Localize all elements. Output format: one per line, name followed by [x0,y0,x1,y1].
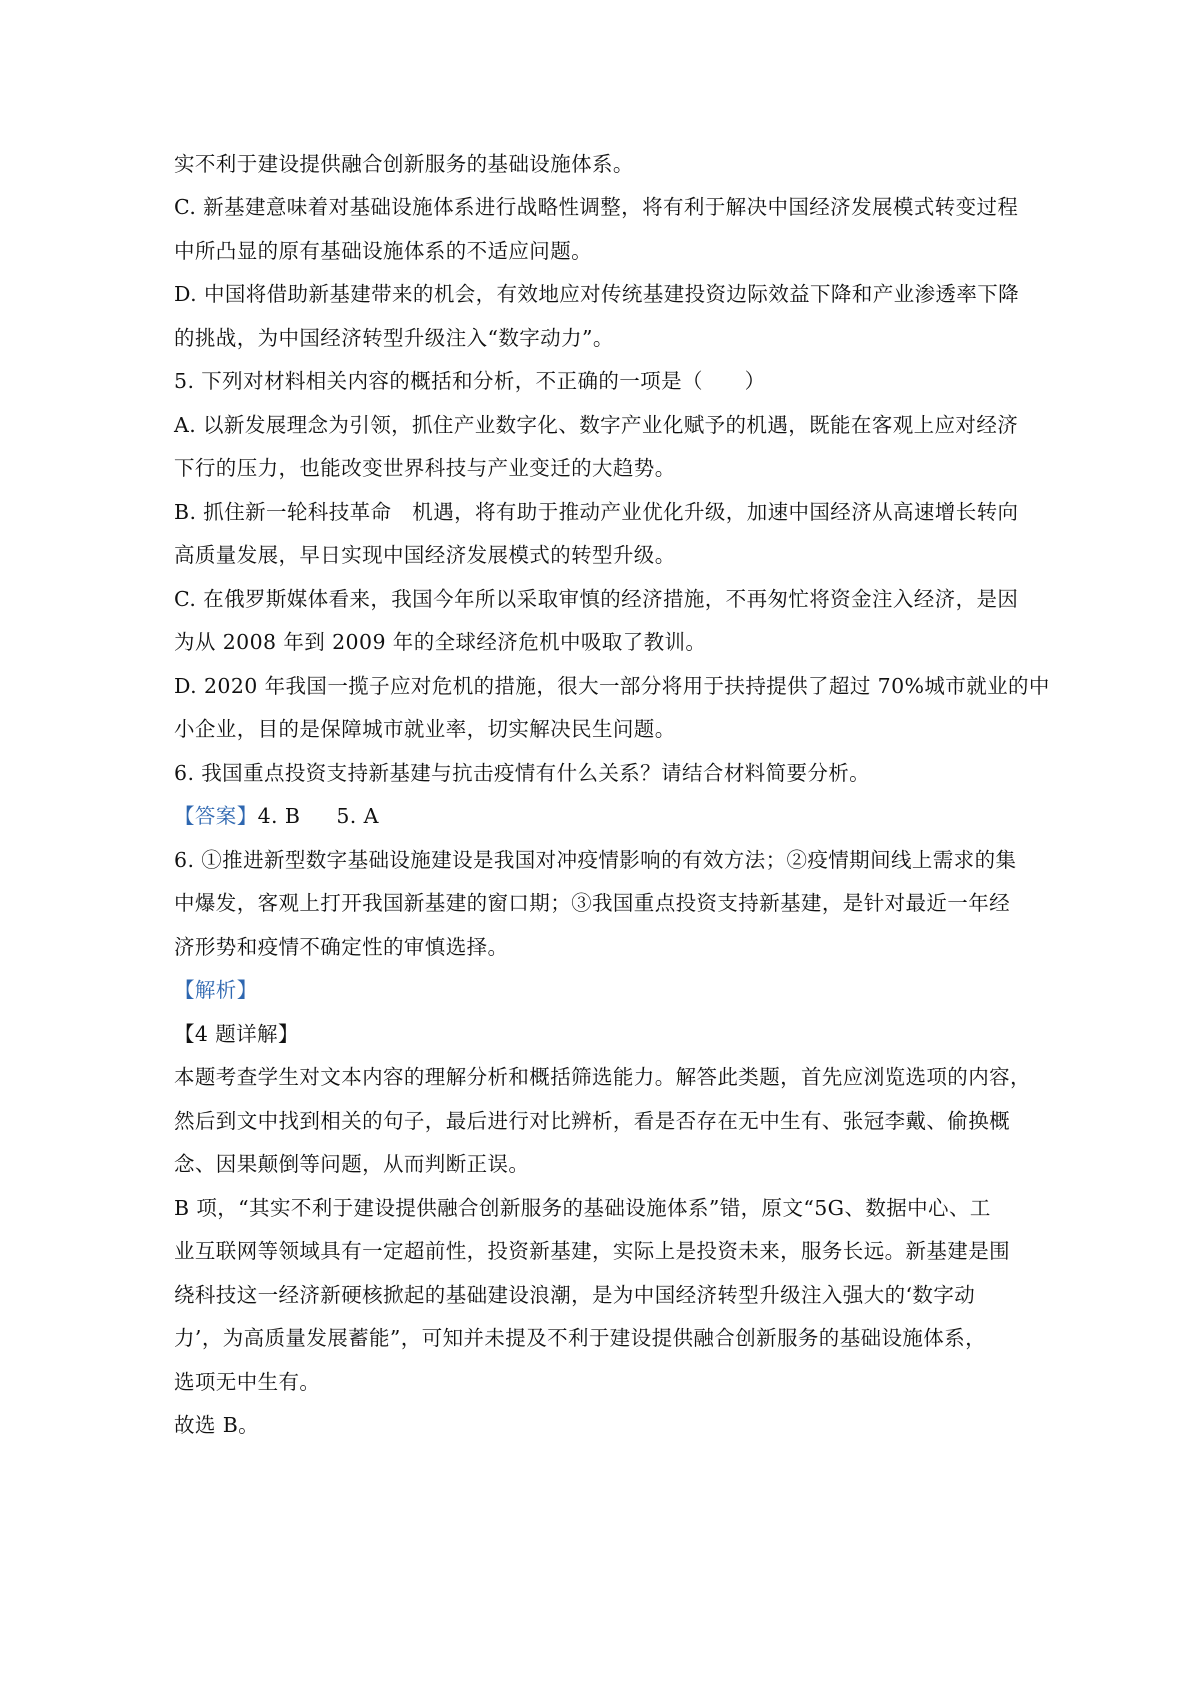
explanation-line-1: 本题考查学生对文本内容的理解分析和概括筛选能力。解答此类题，首先应浏览选项的内容， [174,1065,1031,1089]
q5-option-b-line-2: 高质量发展，早日实现中国经济发展模式的转型升级。 [174,543,676,567]
text-line: 实不利于建设提供融合创新服务的基础设施体系。 [174,152,634,176]
answer-label: 【答案】 [174,804,258,828]
question-5: 5. 下列对材料相关内容的概括和分析，不正确的一项是（ ） [174,369,766,393]
explanation-line-2: 然后到文中找到相关的句子，最后进行对比辨析，看是否存在无中生有、张冠李戴、偷换概 [174,1109,1010,1133]
q5-option-a-line-2: 下行的压力，也能改变世界科技与产业变迁的大趋势。 [174,456,676,480]
answer-4: 4. B [257,804,301,828]
option-c-line-2: 中所凸显的原有基础设施体系的不适应问题。 [174,239,592,263]
q5-option-d-line-1: D. 2020 年我国一揽子应对危机的措施，很大一部分将用于扶持提供了超过 70%城市就业的中 [174,674,1050,698]
detail-heading: 【4 题详解】 [174,1022,299,1046]
explanation-line-4: B 项，“其实不利于建设提供融合创新服务的基础设施体系”错，原文“5G、数据中心、工 [174,1196,991,1220]
conclusion-line: 故选 B。 [174,1413,260,1437]
q5-option-c-line-2: 为从 2008 年到 2009 年的全球经济危机中吸取了教训。 [174,630,707,654]
answer-6-line-3: 济形势和疫情不确定性的审慎选择。 [174,935,509,959]
explanation-line-8: 选项无中生有。 [174,1370,321,1394]
explanation-line-7: 力’，为高质量发展蓄能”，可知并未提及不利于建设提供融合创新服务的基础设施体系， [174,1326,986,1350]
explanation-line-6: 绕科技这一经济新硬核掀起的基础建设浪潮，是为中国经济转型升级注入强大的‘数字动 [174,1283,976,1307]
explanation-line-5: 业互联网等领域具有一定超前性，投资新基建，实际上是投资未来，服务长远。新基建是围 [174,1239,1010,1263]
option-c-line-1: C. 新基建意味着对基础设施体系进行战略性调整，将有利于解决中国经济发展模式转变过程 [174,195,1019,219]
explanation-line-3: 念、因果颠倒等问题，从而判断正误。 [174,1152,530,1176]
q5-option-b-line-1: B. 抓住新一轮科技革命 机遇，将有助于推动产业优化升级，加速中国经济从高速增长转向 [174,500,1019,524]
option-d-line-1: D. 中国将借助新基建带来的机会，有效地应对传统基建投资边际效益下降和产业渗透率下降 [174,282,1020,306]
question-6: 6. 我国重点投资支持新基建与抗击疫情有什么关系？请结合材料简要分析。 [174,761,871,785]
q5-option-c-line-1: C. 在俄罗斯媒体看来，我国今年所以采取审慎的经济措施，不再匆忙将资金注入经济，是因 [174,587,1019,611]
answer-5: 5. A [336,804,379,828]
answer-6-line-1: 6. ①推进新型数字基础设施建设是我国对冲疫情影响的有效方法；②疫情期间线上需求的集 [174,848,1017,872]
analysis-label: 【解析】 [174,978,258,1002]
q5-option-d-line-2: 小企业，目的是保障城市就业率，切实解决民生问题。 [174,717,676,741]
q5-option-a-line-1: A. 以新发展理念为引领，抓住产业数字化、数字产业化赋予的机遇，既能在客观上应对经济 [174,413,1019,437]
answer-line [174,802,379,830]
option-d-line-2: 的挑战，为中国经济转型升级注入“数字动力”。 [174,326,614,350]
answer-6-line-2: 中爆发，客观上打开我国新基建的窗口期；③我国重点投资支持新基建，是针对最近一年经 [174,891,1010,915]
